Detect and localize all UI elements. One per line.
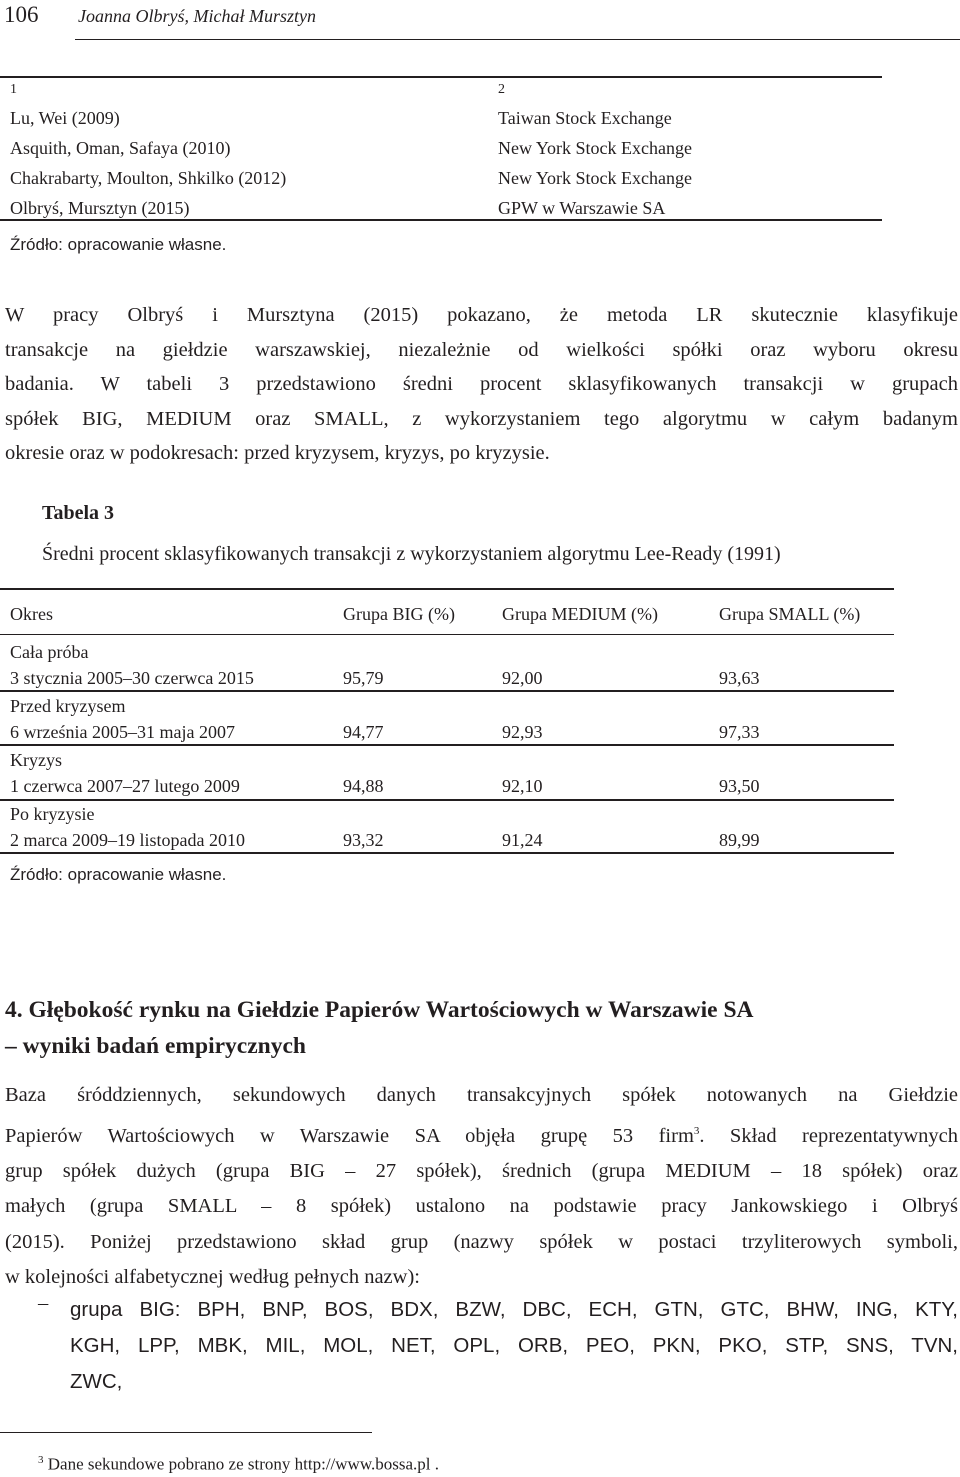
table2-bottom-rule: [0, 219, 882, 221]
paragraph-line: [5, 1114, 958, 1154]
table3-row-period: [10, 639, 254, 691]
paragraph-line: badania. W tabeli 3 przedstawiono średni procent sklasyfikowanych transakcji w grupach: [5, 373, 958, 395]
table3-header-small: Grupa SMALL (%): [719, 604, 861, 624]
paragraph-line: (2015). Poniżej przedstawiono skład grup (nazwy spółek w postaci trzyliterowych symboli,: [5, 1230, 958, 1253]
body-paragraph-2: [5, 1078, 958, 1296]
footnote-text: Dane sekundowe pobrano ze strony http://www.bossa.pl .: [43, 1454, 439, 1474]
body-paragraph-1: [5, 298, 958, 471]
table3-cell-big: 94,77: [343, 722, 384, 742]
paragraph-line: transakcje na giełdzie warszawskiej, niezależnie od wielkości spółki oraz wyboru okresu: [5, 338, 958, 361]
table3-description: Średni procent sklasyfikowanych transakcji z wykorzystaniem algorytmu Lee-Ready (1991): [42, 543, 781, 565]
list-bullet-dash: –: [38, 1292, 49, 1314]
table3-header-big: Grupa BIG (%): [343, 604, 455, 624]
table2-exchanges-column: [498, 103, 692, 223]
table3-cell-small: 93,63: [719, 668, 760, 688]
table3-cell-medium: 92,93: [502, 722, 543, 742]
table2-studies-column: [10, 103, 286, 223]
table3-period-name: Po kryzysie: [10, 804, 95, 824]
table3-bottom-rule: [0, 852, 894, 854]
table3-period-name: Cała próba: [10, 642, 89, 662]
table3-period-name: Kryzys: [10, 750, 62, 770]
header-divider: [75, 39, 960, 40]
paragraph-line: grup spółek dużych (grupa BIG – 27 spółek), średnich (grupa MEDIUM – 18 spółek) oraz: [5, 1159, 958, 1182]
table2-top-rule: [0, 76, 882, 78]
table3-header-medium: Grupa MEDIUM (%): [502, 604, 658, 624]
table3-cell-small: 89,99: [719, 830, 760, 850]
list-item-line: KGH, LPP, MBK, MIL, MOL, NET, OPL, ORB, PEO, PKN, PKO, STP, SNS, TVN,: [70, 1334, 958, 1357]
table2-column-number-2: 2: [498, 82, 505, 97]
table3-header-rule: [0, 634, 894, 635]
table3-cell-small: 93,50: [719, 776, 760, 796]
page-number: 106: [4, 2, 39, 27]
paragraph-line: małych (grupa SMALL – 8 spółek) ustalono na podstawie pracy Jankowskiego i Olbryś: [5, 1195, 958, 1218]
table3-cell-big: 94,88: [343, 776, 384, 796]
table3-row-period: [10, 801, 245, 853]
table3-row-rule: [0, 690, 894, 692]
paragraph-line: W pracy Olbryś i Mursztyna (2015) pokazano, że metoda LR skutecznie klasyfikuje: [5, 304, 958, 326]
table2-column-number-1: 1: [10, 82, 17, 97]
table3-row-period: [10, 693, 235, 745]
paragraph-line: okresie oraz w podokresach: przed kryzysem, kryzys, po kryzysie.: [5, 442, 550, 464]
list-item-line: grupa BIG: BPH, BNP, BOS, BDX, BZW, DBC, ECH, GTN, GTC, BHW, ING, KTY,: [70, 1298, 958, 1321]
running-header-authors: Joanna Olbryś, Michał Mursztyn: [78, 6, 316, 26]
table3-cell-big: 95,79: [343, 668, 384, 688]
table3-header-period: Okres: [10, 604, 53, 624]
table3-period-dates: 6 września 2005–31 maja 2007: [10, 722, 235, 742]
table3-period-dates: 2 marca 2009–19 listopada 2010: [10, 830, 245, 850]
table2-exchange-cell: Taiwan Stock Exchange: [498, 108, 672, 128]
table2-study-cell: Lu, Wei (2009): [10, 108, 120, 128]
table2-study-cell: Chakrabarty, Moulton, Shkilko (2012): [10, 168, 287, 188]
table3-period-name: Przed kryzysem: [10, 696, 126, 716]
paragraph-line: w kolejności alfabetycznej według pełnych nazw):: [5, 1266, 420, 1289]
table2-exchange-cell: New York Stock Exchange: [498, 138, 692, 158]
section-heading-line: – wyniki badań empirycznych: [5, 1033, 306, 1059]
table2-exchange-cell: New York Stock Exchange: [498, 168, 692, 188]
table2-source-note: Źródło: opracowanie własne.: [10, 235, 227, 254]
table3-cell-medium: 92,00: [502, 668, 543, 688]
footnote: [38, 1454, 439, 1475]
paragraph-line: Baza śróddziennych, sekundowych danych transakcyjnych spółek notowanych na Giełdzie: [5, 1084, 958, 1106]
table3-row-rule: [0, 744, 894, 746]
table3-period-dates: 1 czerwca 2007–27 lutego 2009: [10, 776, 240, 796]
section-heading: [5, 992, 754, 1064]
table3-row-period: [10, 747, 240, 799]
table3-period-dates: 3 stycznia 2005–30 czerwca 2015: [10, 668, 254, 688]
table2-exchange-cell: GPW w Warszawie SA: [498, 198, 666, 218]
section-heading-line: 4. Głębokość rynku na Giełdzie Papierów Wartościowych w Warszawie SA: [5, 997, 754, 1023]
footnote-reference: 3: [693, 1124, 700, 1137]
paragraph-line: spółek BIG, MEDIUM oraz SMALL, z wykorzystaniem tego algorytmu w całym badanym: [5, 407, 958, 430]
list-item-line: ZWC,: [70, 1370, 123, 1393]
paragraph-text: . Skład reprezentatywnych: [699, 1124, 958, 1147]
table3-cell-medium: 91,24: [502, 830, 543, 850]
table3-title: Tabela 3: [42, 502, 115, 524]
table3-top-rule: [0, 588, 894, 590]
list-item-big-group: [70, 1292, 958, 1400]
paragraph-text: Papierów Wartościowych w Warszawie SA objęła grupę 53 firm: [5, 1124, 694, 1147]
table2-study-cell: Olbryś, Mursztyn (2015): [10, 198, 190, 218]
table3-cell-medium: 92,10: [502, 776, 543, 796]
table3-source-note: Źródło: opracowanie własne.: [10, 865, 227, 884]
footnote-divider: [0, 1432, 372, 1433]
table3-cell-big: 93,32: [343, 830, 384, 850]
footnote-marker: 3: [38, 1454, 44, 1466]
table3-cell-small: 97,33: [719, 722, 760, 742]
table2-study-cell: Asquith, Oman, Safaya (2010): [10, 138, 231, 158]
